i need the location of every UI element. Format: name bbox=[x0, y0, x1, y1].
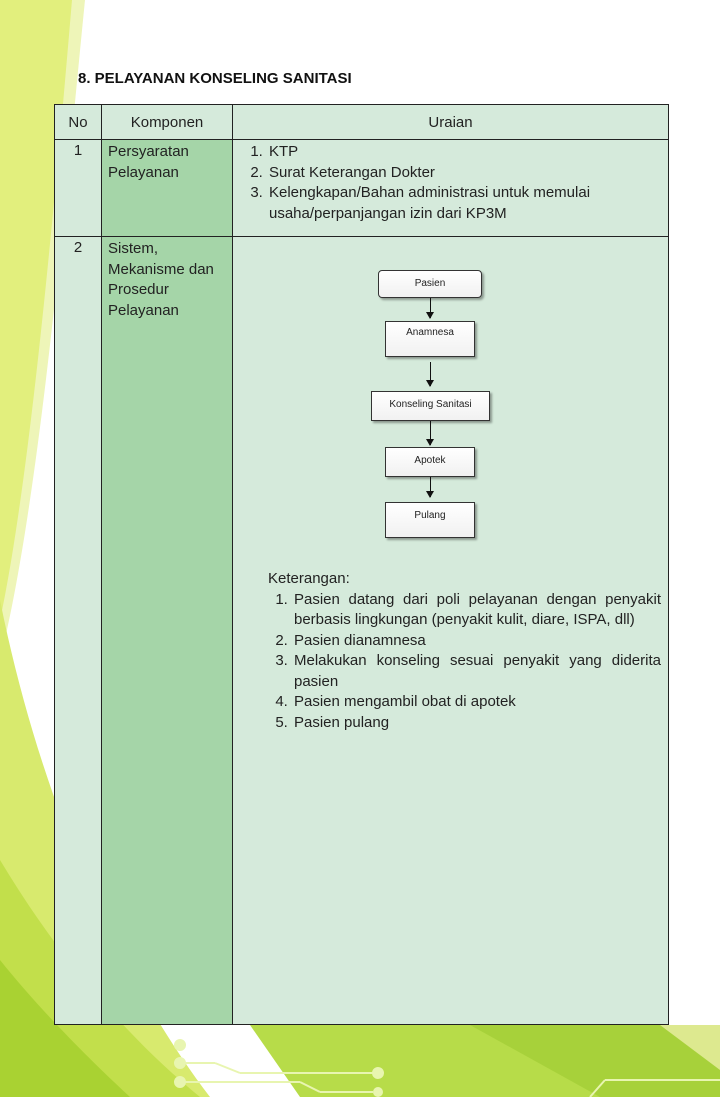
list-item: 3. Melakukan konseling sesuai penyakit yang diderita pasien bbox=[292, 651, 661, 692]
row1-uraian bbox=[233, 140, 669, 237]
row2-komponen: Sistem, Mekanisme dan Prosedur Pelayanan bbox=[102, 237, 233, 1025]
list-item: 2. Surat Keterangan Dokter bbox=[267, 163, 662, 184]
konseling-table bbox=[54, 104, 669, 1025]
table-row bbox=[55, 237, 669, 1025]
arrow-down-icon bbox=[430, 477, 431, 497]
requirements-list bbox=[241, 142, 662, 224]
row1-komponen: Persyaratan Pelayanan bbox=[102, 140, 233, 237]
row2-uraian bbox=[233, 237, 669, 1025]
arrow-down-icon bbox=[430, 421, 431, 445]
row1-no: 1 bbox=[55, 140, 102, 237]
list-item: 2. Pasien dianamnesa bbox=[292, 631, 661, 652]
page-title: 8. PELAYANAN KONSELING SANITASI bbox=[78, 70, 352, 87]
flowchart bbox=[241, 239, 662, 559]
flow-box-anamnesa: Anamnesa bbox=[385, 321, 475, 357]
flow-box-pasien: Pasien bbox=[378, 270, 482, 298]
list-item: 3. Kelengkapan/Bahan administrasi untuk memulai usaha/perpanjangan izin dari KP3M bbox=[267, 183, 662, 224]
keterangan-label: Keterangan: bbox=[268, 570, 350, 587]
table-header-row bbox=[55, 105, 669, 140]
keterangan-section bbox=[268, 569, 661, 733]
keterangan-list bbox=[268, 590, 661, 734]
flow-box-konseling: Konseling Sanitasi bbox=[371, 391, 490, 421]
arrow-down-icon bbox=[430, 298, 431, 318]
flow-box-pulang: Pulang bbox=[385, 502, 475, 538]
flow-box-apotek: Apotek bbox=[385, 447, 475, 477]
list-item: 5. Pasien pulang bbox=[292, 713, 661, 734]
header-komponen: Komponen bbox=[102, 105, 233, 140]
arrow-down-icon bbox=[430, 362, 431, 386]
list-item: 1. KTP bbox=[267, 142, 662, 163]
list-item: 4. Pasien mengambil obat di apotek bbox=[292, 692, 661, 713]
header-uraian: Uraian bbox=[233, 105, 669, 140]
row2-no: 2 bbox=[55, 237, 102, 1025]
table-row bbox=[55, 140, 669, 237]
list-item: 1. Pasien datang dari poli pelayanan dengan penyakit berbasis lingkungan (penyakit kulit, diare, ISPA, dll) bbox=[292, 590, 661, 631]
header-no: No bbox=[55, 105, 102, 140]
